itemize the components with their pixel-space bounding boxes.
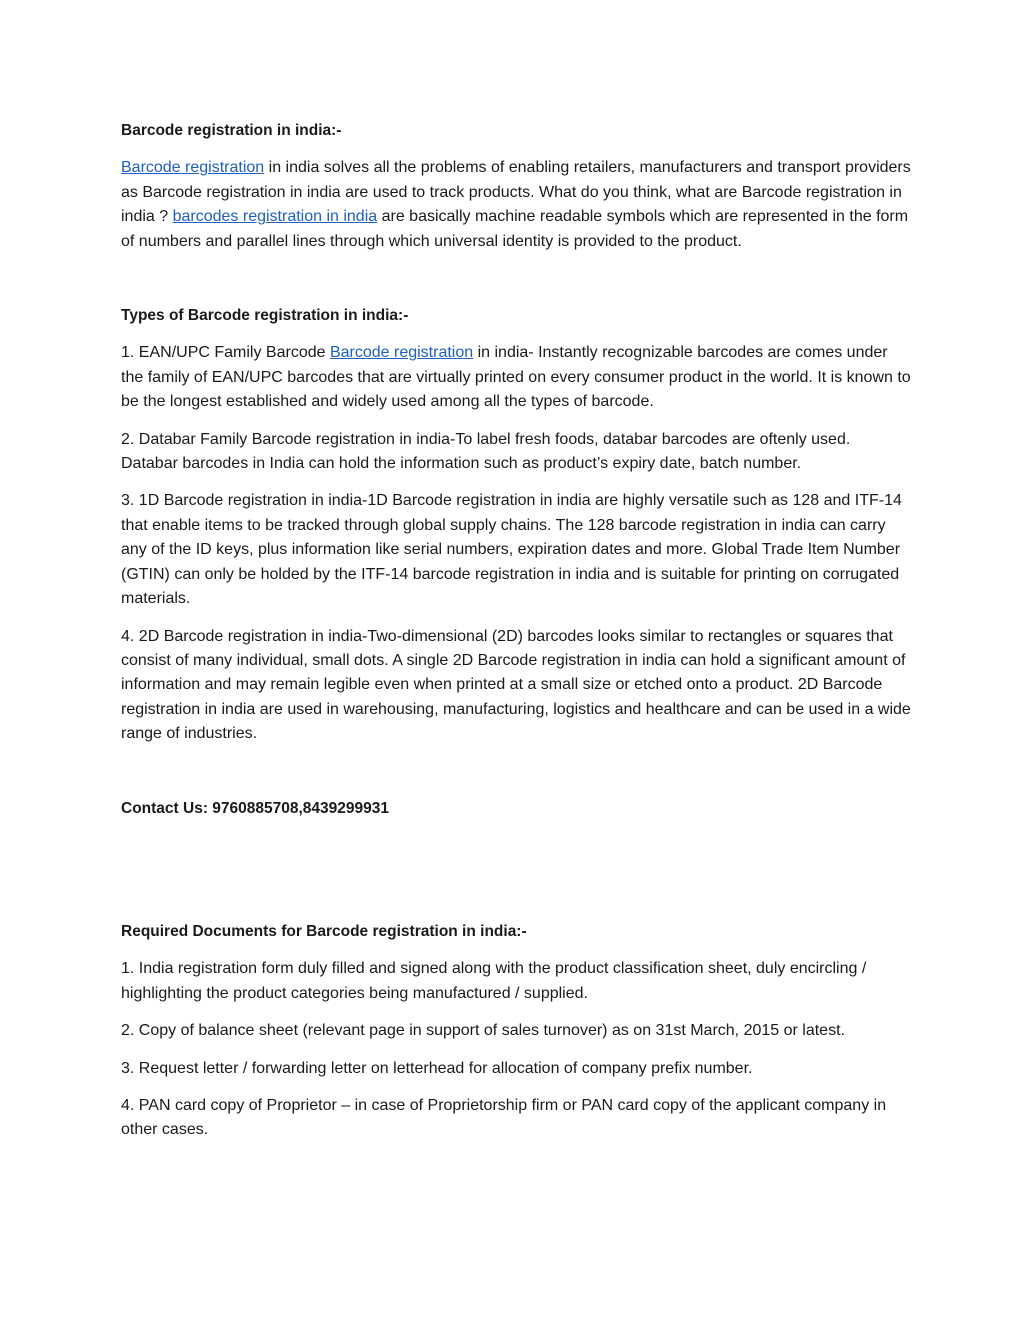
types-item-1 (121, 341, 911, 414)
types-item-1-pre: 1. EAN/UPC Family Barcode (121, 344, 330, 362)
contact-line: Contact Us: 9760885708,8439299931 (121, 799, 389, 817)
types-item-4: 4. 2D Barcode registration in india-Two-dimensional (2D) barcodes looks similar to rectangles or squares that consist of many individual, small dots. A single 2D Barcode registration in india can hold a significant amount of information and may remain legible even when printed at a small size or etched onto a product. 2D Barcode registration in india are used in warehousing, manufacturing, logistics and healthcare and can be used in a wide range of industries. (121, 627, 911, 743)
documents-item-3: 3. Request letter / forwarding letter on letterhead for allocation of company prefix number. (121, 1059, 753, 1077)
section-heading-types: Types of Barcode registration in india:- (121, 307, 409, 325)
intro-paragraph (121, 156, 911, 254)
documents-item-2: 2. Copy of balance sheet (relevant page in support of sales turnover) as on 31st March, 2015 or latest. (121, 1022, 845, 1040)
intro-text-2: are basically machine readable symbols which are represented in the form of numbers and parallel lines through which universal identity is provided to the product. (121, 208, 909, 250)
documents-item-4: 4. PAN card copy of Proprietor – in case of Proprietorship firm or PAN card copy of the applicant company in other cases. (121, 1096, 887, 1139)
barcode-registration-link[interactable]: Barcode registration (121, 159, 265, 177)
spacer (121, 267, 911, 304)
spacer (121, 834, 911, 920)
types-item-1-post: in india- Instantly recognizable barcodes are comes under the family of EAN/UPC barcodes that are virtually printed on every consumer product in the world. It is known to be the longest established and widely used among all the types of barcode. (121, 344, 911, 411)
barcodes-registration-in-india-link[interactable]: barcodes registration in india (172, 208, 378, 226)
intro-text-1: in india solves all the problems of enabling retailers, manufacturers and transport providers as Barcode registration in india are used to track products. What do you think, what are Barcode registration in india ? (121, 159, 911, 226)
section-heading-barcode-registration: Barcode registration in india:- (121, 122, 342, 139)
types-barcode-registration-link[interactable]: Barcode registration (329, 344, 474, 362)
document-page (121, 119, 911, 1156)
spacer (121, 760, 911, 797)
section-heading-required-documents: Required Documents for Barcode registration in india:- (121, 922, 527, 940)
documents-item-1: 1. India registration form duly filled and signed along with the product classification sheet, duly encircling / highlighting the product categories being manufactured / supplied. (121, 960, 867, 1002)
types-item-2: 2. Databar Family Barcode registration in india-To label fresh foods, databar barcodes are oftenly used. Databar barcodes in India can hold the information such as product’s expiry date, batch number. (121, 430, 851, 473)
types-item-3: 3. 1D Barcode registration in india-1D Barcode registration in india are highly versatile such as 128 and ITF-14 that enable items to be tracked through global supply chains. The 128 barcode registration in india can carry any of the ID keys, plus information like serial numbers, expiration dates and more. Global Trade Item Number (GTIN) can only be holded by the ITF-14 barcode registration in india and is suitable for printing on corrugated materials. (121, 492, 902, 608)
